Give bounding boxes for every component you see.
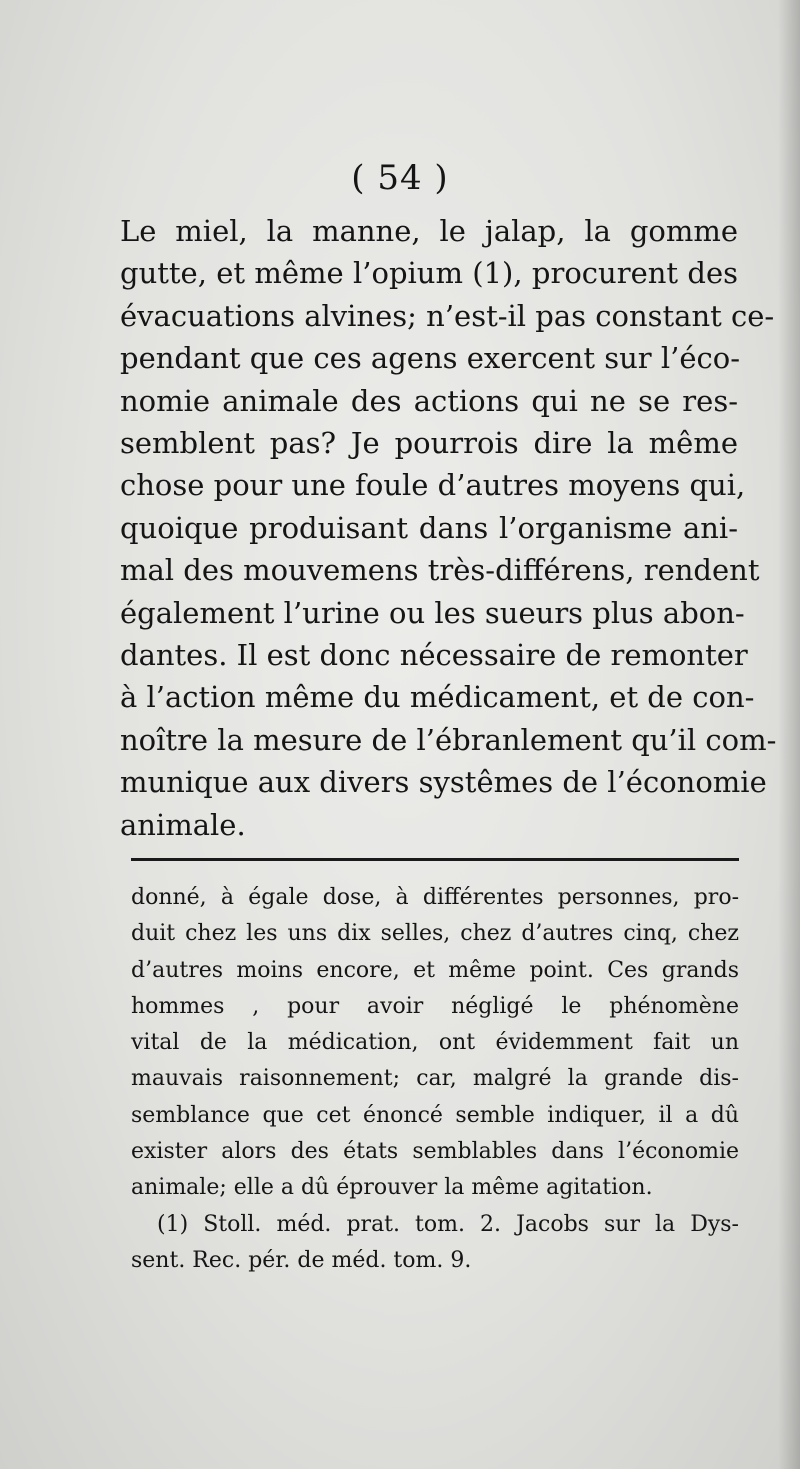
footnote-reference-line: sent. Rec. pér. de méd. tom. 9.	[131, 1247, 472, 1273]
footnote-line: mauvais raisonnement; car, malgré la grande dis-	[131, 1066, 739, 1092]
footnotes	[131, 880, 739, 1279]
body-line: évacuations alvines; n’est-il pas constant ce-	[120, 298, 775, 333]
body-line: mal des mouvemens très-différens, rendent	[120, 553, 760, 588]
body-line: à l’action même du médicament, et de con-	[120, 680, 755, 715]
footnote-reference-line: (1) Stoll. méd. prat. tom. 2. Jacobs sur la Dys-	[157, 1211, 739, 1237]
page-edge-shadow	[778, 0, 800, 1469]
footnote-line: donné, à égale dose, à différentes personnes, pro-	[131, 885, 739, 910]
body-line: semblent pas? Je pourrois dire la même	[120, 426, 738, 461]
body-line: animale.	[120, 807, 246, 842]
footnote-line: hommes , pour avoir négligé le phénomène	[131, 993, 739, 1019]
footnote-line: semblance que cet énoncé semble indiquer, il a dû	[131, 1102, 739, 1128]
footnote-line: animale; elle a dû éprouver la même agitation.	[131, 1175, 653, 1201]
body-line: gutte, et même l’opium (1), procurent des	[120, 256, 738, 291]
page-number: ( 54 )	[351, 158, 449, 198]
body-line: pendant que ces agens exercent sur l’éco-	[120, 341, 741, 376]
main-paragraph	[120, 210, 777, 846]
body-line: Le miel, la manne, le jalap, la gomme	[120, 214, 738, 248]
footnote-line: d’autres moins encore, et même point. Ces grands	[131, 957, 739, 983]
body-line: quoique produisant dans l’organisme ani-	[120, 510, 738, 545]
body-line: nomie animale des actions qui ne se res-	[120, 383, 738, 418]
footnote-line: exister alors des états semblables dans l’économie	[131, 1139, 739, 1165]
footnote-line: vital de la médication, ont évidemment fait un	[131, 1030, 739, 1056]
body-line: munique aux divers systêmes de l’économie	[120, 765, 767, 800]
body-line: dantes. Il est donc nécessaire de remonter	[120, 638, 748, 673]
body-line: également l’urine ou les sueurs plus abon-	[120, 595, 745, 630]
body-line: chose pour une foule d’autres moyens qui,	[120, 468, 746, 503]
footnote-line: duit chez les uns dix selles, chez d’autres cinq, chez	[131, 921, 739, 947]
footnote-rule	[131, 858, 739, 861]
body-line: noître la mesure de l’ébranlement qu’il com-	[120, 722, 777, 757]
